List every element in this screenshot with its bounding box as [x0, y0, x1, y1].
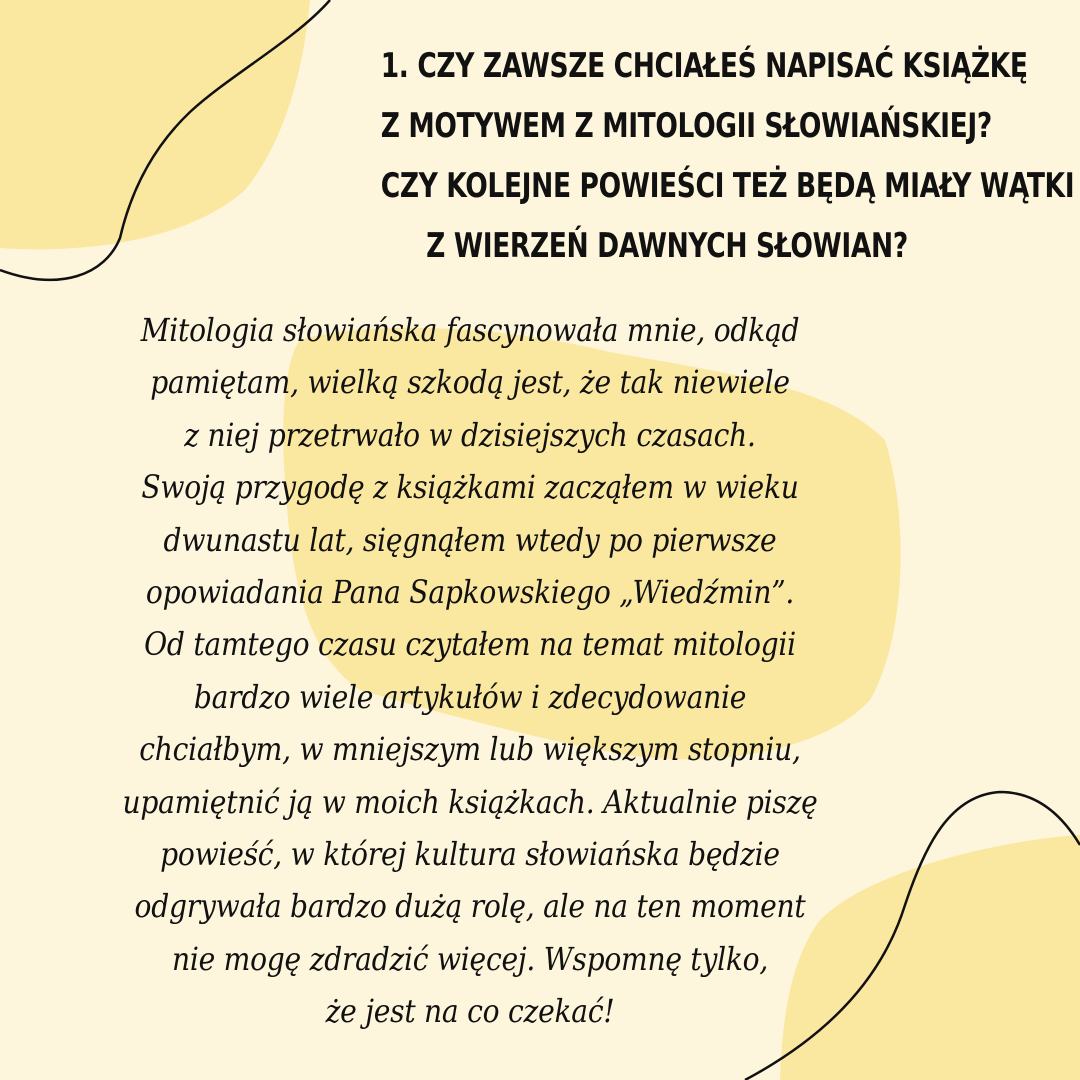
answer-line: Swoją przygodę z książkami zacząłem w wieku	[141, 468, 799, 507]
answer-line: Od tamtego czasu czytałem na temat mitologii	[144, 625, 796, 664]
answer-line: opowiadania Pana Sapkowskiego „Wiedźmin”.	[145, 573, 795, 612]
answer-line: że jest na co czekać!	[325, 992, 615, 1031]
answer-line: bardzo wiele artykułów i zdecydowanie	[193, 677, 747, 716]
heading-line: Z MOTYWEM Z MITOLOGII SŁOWIAŃSKIEJ?	[380, 106, 992, 146]
question-heading	[380, 36, 1075, 276]
answer-line: powieść, w której kultura słowiańska będzie	[160, 835, 780, 874]
answer-paragraph	[74, 304, 866, 1038]
answer-line: z niej przetrwało w dzisiejszych czasach.	[184, 415, 756, 454]
heading-line: Z WIERZEŃ DAWNYCH SŁOWIAN?	[426, 226, 908, 266]
top-left-blob	[0, 0, 310, 249]
answer-line: dwunastu lat, sięgnąłem wtedy po pierwsze	[163, 520, 777, 559]
answer-line: upamiętnić ją w moich książkach. Aktualnie piszę	[122, 782, 818, 821]
answer-line: chciałbym, w mniejszym lub większym stopniu,	[139, 730, 801, 769]
heading-line: 1. CZY ZAWSZE CHCIAŁEŚ NAPISAĆ KSIĄŻKĘ	[380, 46, 1028, 86]
heading-line: CZY KOLEJNE POWIEŚCI TEŻ BĘDĄ MIAŁY WĄTKI	[380, 166, 1075, 206]
answer-line: pamiętam, wielką szkodą jest, że tak niewiele	[150, 363, 790, 402]
answer-line: odgrywała bardzo dużą rolę, ale na ten moment	[134, 887, 806, 926]
answer-line: Mitologia słowiańska fascynowała mnie, odkąd	[140, 311, 800, 349]
answer-line: nie mogę zdradzić więcej. Wspomnę tylko,	[171, 939, 769, 978]
